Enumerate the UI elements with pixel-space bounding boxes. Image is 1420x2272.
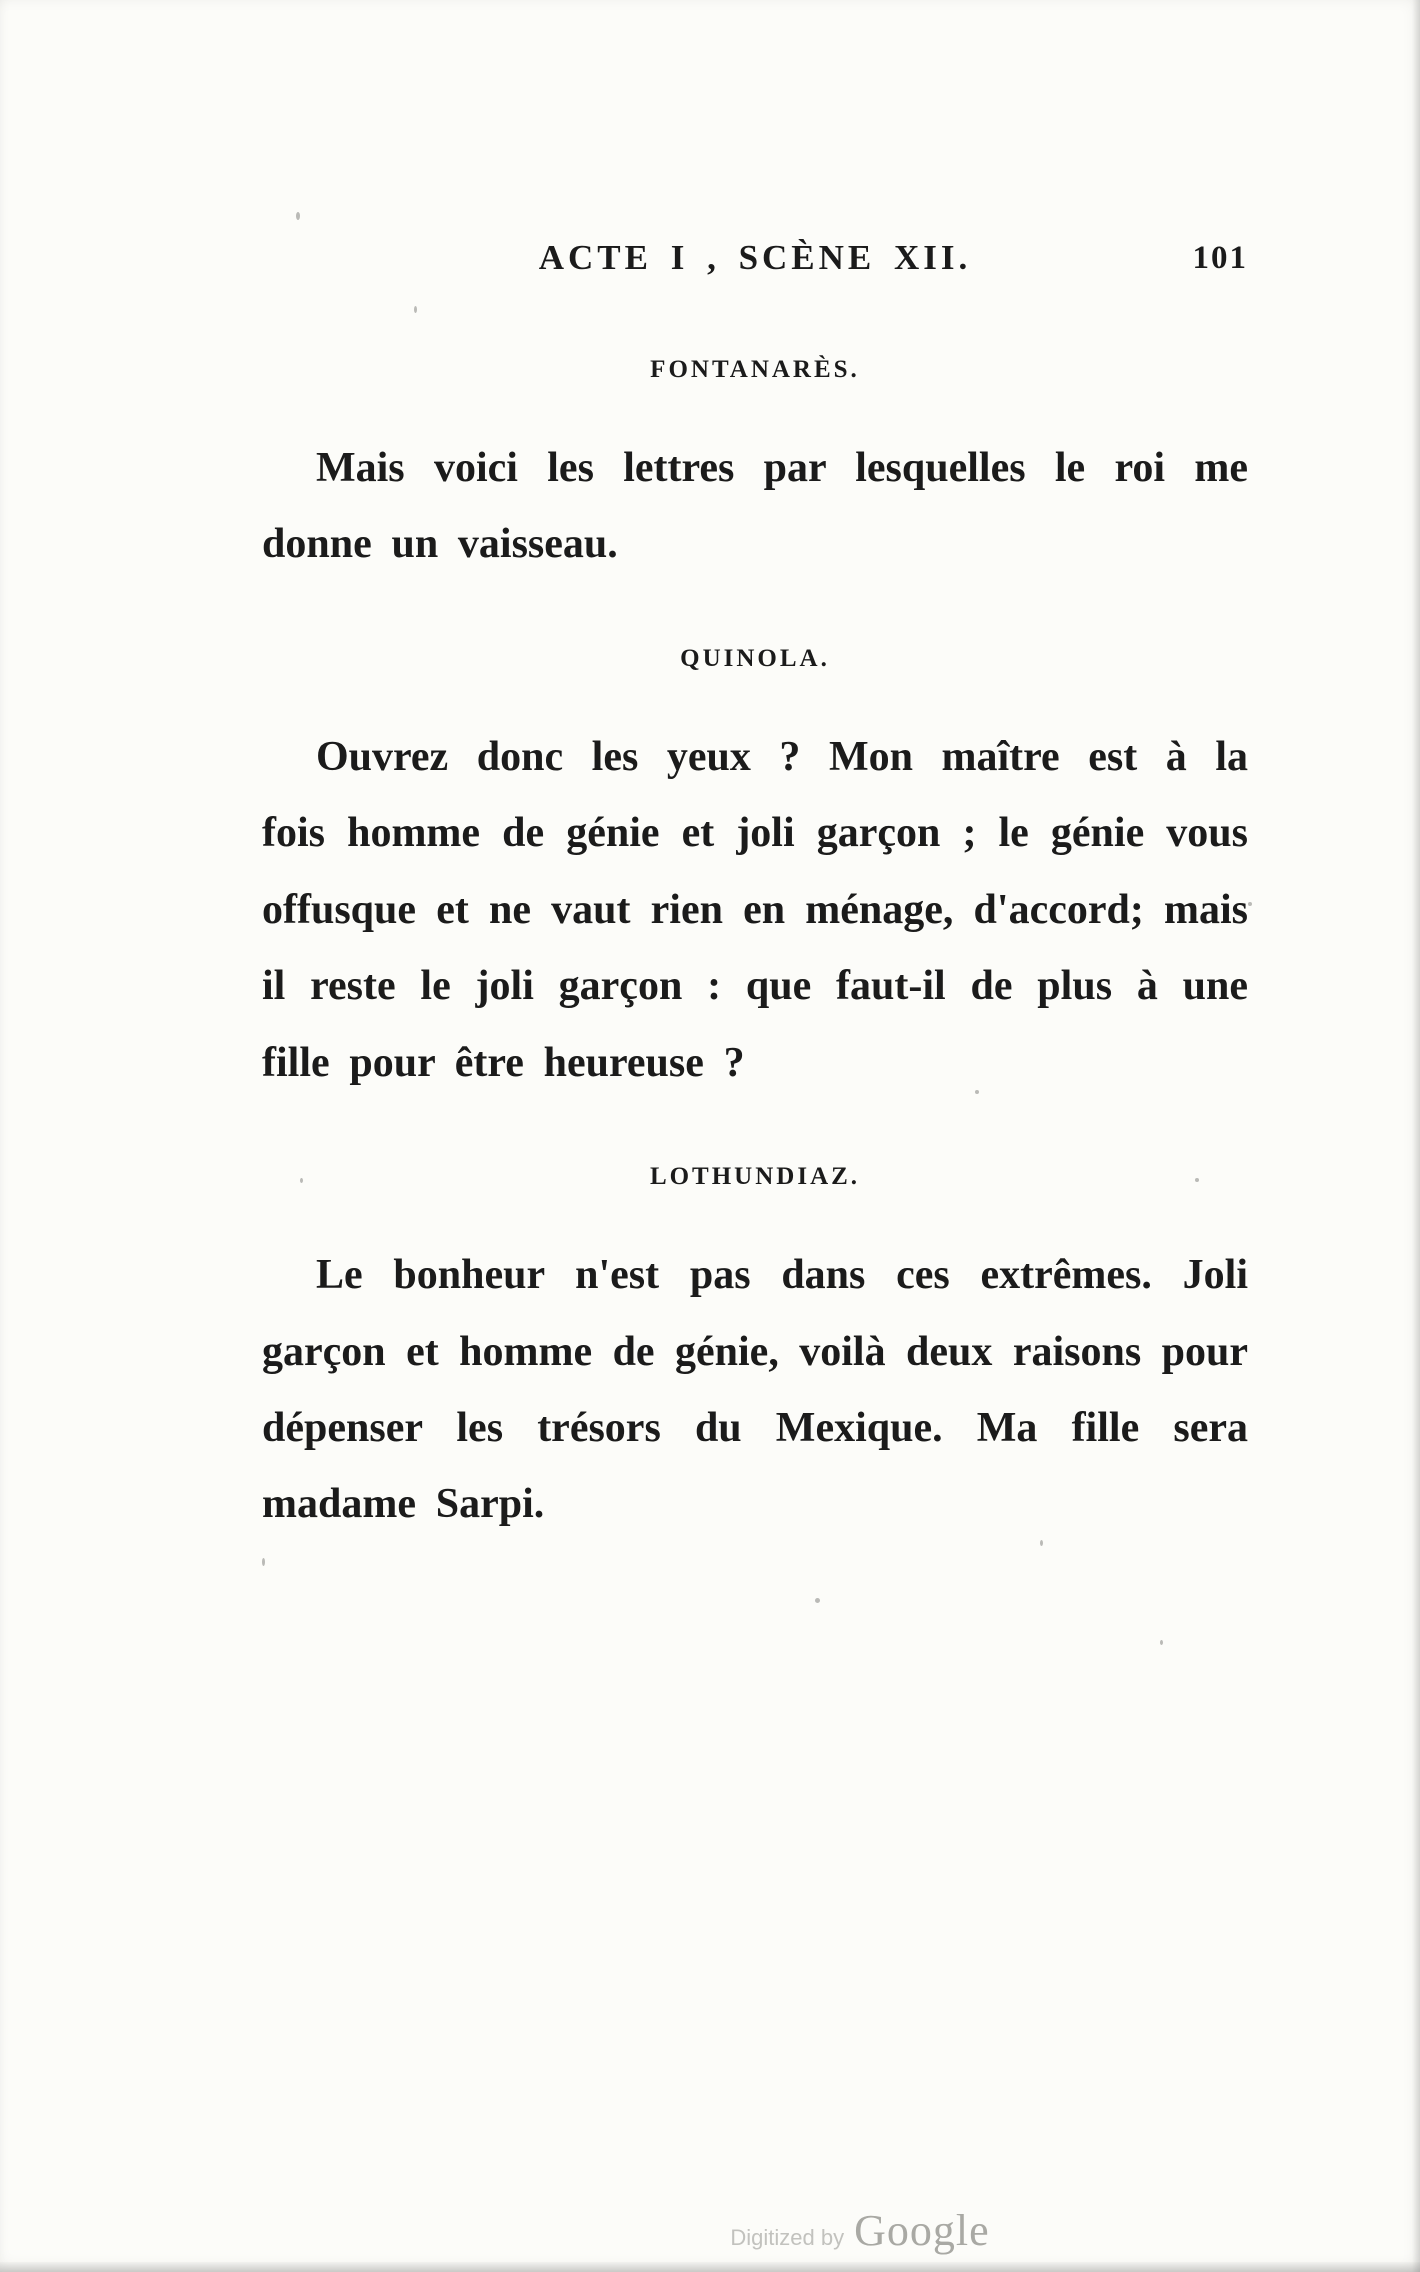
speaker-name: QUINOLA. bbox=[680, 644, 830, 672]
scan-speckle bbox=[815, 1598, 820, 1603]
digitized-by-label: Digitized by bbox=[730, 2225, 845, 2250]
scan-speckle bbox=[1040, 1540, 1043, 1546]
speaker-name: FONTANARÈS. bbox=[650, 356, 860, 383]
scan-speckle bbox=[414, 306, 417, 313]
scan-speckle bbox=[296, 212, 300, 220]
scan-speckle bbox=[300, 1178, 303, 1183]
scan-edge-bottom bbox=[0, 2262, 1420, 2272]
act-scene-heading: ACTE I , SCÈNE XII. bbox=[538, 238, 972, 277]
speech-lothundiaz bbox=[262, 1163, 1248, 1543]
scan-edge-right bbox=[1412, 0, 1420, 2272]
scan-speckle bbox=[1160, 1640, 1163, 1645]
speech-quinola bbox=[262, 645, 1248, 1101]
scan-speckle bbox=[262, 1558, 265, 1566]
page-number: 101 bbox=[1192, 240, 1248, 276]
speech-fontanares bbox=[262, 356, 1248, 583]
speech-paragraph: Ouvrez donc les yeux ? Mon maître est à la fois homme de génie et joli garçon ; le génie vous offusque et ne vaut rien en ménage, d'accord; mais il reste le joli garçon : que faut-il de plus à une fille pour être heureuse ? bbox=[262, 733, 1248, 1086]
scan-speckle bbox=[1195, 1178, 1199, 1182]
google-logo-text: Google bbox=[854, 2206, 990, 2255]
speech-paragraph: Le bonheur n'est pas dans ces extrêmes. Joli garçon et homme de génie, voilà deux raisons pour dépenser les trésors du Mexique. Ma fille sera madame Sarpi. bbox=[262, 1252, 1248, 1528]
page-header bbox=[262, 238, 1248, 294]
speaker-name: LOTHUNDIAZ. bbox=[649, 1163, 861, 1191]
scan-speckle bbox=[975, 1090, 979, 1094]
speech-paragraph: Mais voici les lettres par lesquelles le roi me donne un vaisseau. bbox=[262, 445, 1248, 568]
scan-speckle bbox=[1248, 902, 1252, 906]
google-watermark bbox=[730, 2205, 989, 2256]
